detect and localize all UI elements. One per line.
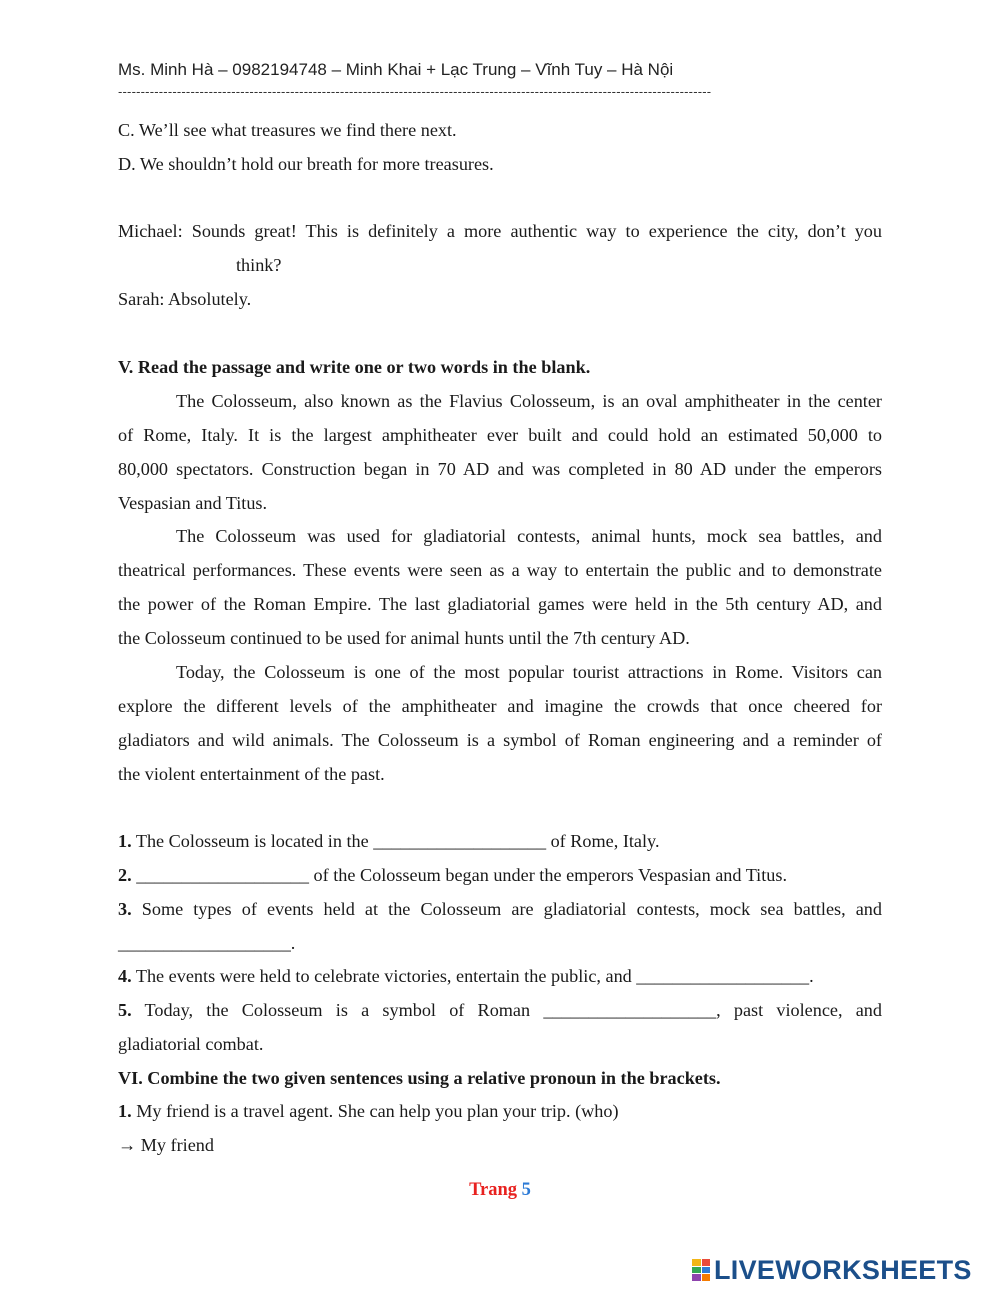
page-header: Ms. Minh Hà – 0982194748 – Minh Khai + Lạc Trung – Vĩnh Tuy – Hà Nội bbox=[118, 60, 674, 79]
page-label: Trang bbox=[469, 1180, 518, 1200]
question-text[interactable]: ___________________ of the Colosseum began under the emperors Vespasian and Titus. bbox=[131, 865, 788, 885]
passage-line: 80,000 spectators. Construction began in 70 AD and was completed in 80 AD under the emperors bbox=[118, 459, 882, 479]
logo-text: LIVEWORKSHEETS bbox=[714, 1254, 972, 1285]
question-number: 5. bbox=[118, 1000, 132, 1020]
option-d: D. We shouldn’t hold our breath for more treasures. bbox=[118, 154, 494, 174]
question-3-blank[interactable]: ___________________. bbox=[118, 933, 296, 953]
passage-line: theatrical performances. These events were seen as a way to entertain the public and to demonstrate bbox=[118, 560, 882, 580]
question-1 bbox=[118, 829, 882, 853]
question-text: My friend is a travel agent. She can help you plan your trip. (who) bbox=[131, 1101, 619, 1121]
dialogue-michael-line2: think? bbox=[236, 255, 282, 275]
liveworksheets-logo bbox=[692, 1255, 972, 1285]
passage-line: The Colosseum was used for gladiatorial contests, animal hunts, mock sea battles, and bbox=[176, 526, 882, 546]
passage-line: the Colosseum continued to be used for animal hunts until the 7th century AD. bbox=[118, 628, 690, 648]
section-5-heading: V. Read the passage and write one or two words in the blank. bbox=[118, 357, 591, 377]
section-6-question-1 bbox=[118, 1099, 882, 1123]
header-separator: ----------------------------------------------------------------------------------------------------------------------------------- bbox=[118, 84, 712, 99]
arrow-icon: → bbox=[118, 1135, 137, 1155]
question-4 bbox=[118, 964, 882, 988]
section-6-heading: VI. Combine the two given sentences using a relative pronoun in the brackets. bbox=[118, 1068, 721, 1088]
passage-line: the violent entertainment of the past. bbox=[118, 764, 385, 784]
question-text[interactable]: The Colosseum is located in the ___________________ of Rome, Italy. bbox=[131, 831, 660, 851]
section-6-answer-line[interactable] bbox=[118, 1133, 882, 1157]
dialogue-sarah: Sarah: Absolutely. bbox=[118, 289, 252, 309]
passage-line: the power of the Roman Empire. The last gladiatorial games were held in the 5th century AD, and bbox=[118, 594, 882, 614]
question-number: 2. bbox=[118, 865, 132, 885]
question-number: 3. bbox=[118, 899, 132, 919]
passage-line: gladiators and wild animals. The Colosseum is a symbol of Roman engineering and a reminder of bbox=[118, 730, 882, 750]
question-text: Some types of events held at the Colosseum are gladiatorial contests, mock sea battles, and bbox=[131, 899, 882, 919]
logo-grid-icon bbox=[692, 1259, 710, 1281]
passage-line: The Colosseum, also known as the Flavius Colosseum, is an oval amphitheater in the center bbox=[176, 391, 882, 411]
passage-line: Today, the Colosseum is one of the most popular tourist attractions in Rome. Visitors can bbox=[176, 662, 882, 682]
passage-line: Vespasian and Titus. bbox=[118, 493, 268, 513]
page-number: 5 bbox=[521, 1180, 531, 1200]
passage-line: explore the different levels of the amphitheater and imagine the crowds that once cheered for bbox=[118, 696, 882, 716]
answer-start: My friend bbox=[136, 1135, 214, 1155]
question-5-continued: gladiatorial combat. bbox=[118, 1034, 264, 1054]
question-number: 4. bbox=[118, 966, 132, 986]
passage-line: of Rome, Italy. It is the largest amphitheater ever built and could hold an estimated 50,000 to bbox=[118, 425, 882, 445]
question-text[interactable]: Today, the Colosseum is a symbol of Roman ___________________, past violence, and bbox=[131, 1000, 882, 1020]
question-3 bbox=[118, 897, 882, 921]
question-5 bbox=[118, 998, 882, 1022]
page-footer bbox=[0, 1180, 1000, 1201]
question-2 bbox=[118, 863, 882, 887]
question-text[interactable]: The events were held to celebrate victories, entertain the public, and ___________________. bbox=[131, 966, 814, 986]
option-c: C. We’ll see what treasures we find there next. bbox=[118, 120, 457, 140]
question-number: 1. bbox=[118, 831, 132, 851]
question-number: 1. bbox=[118, 1101, 132, 1121]
dialogue-michael-line1: Michael: Sounds great! This is definitely a more authentic way to experience the city, don’t you bbox=[118, 221, 882, 241]
